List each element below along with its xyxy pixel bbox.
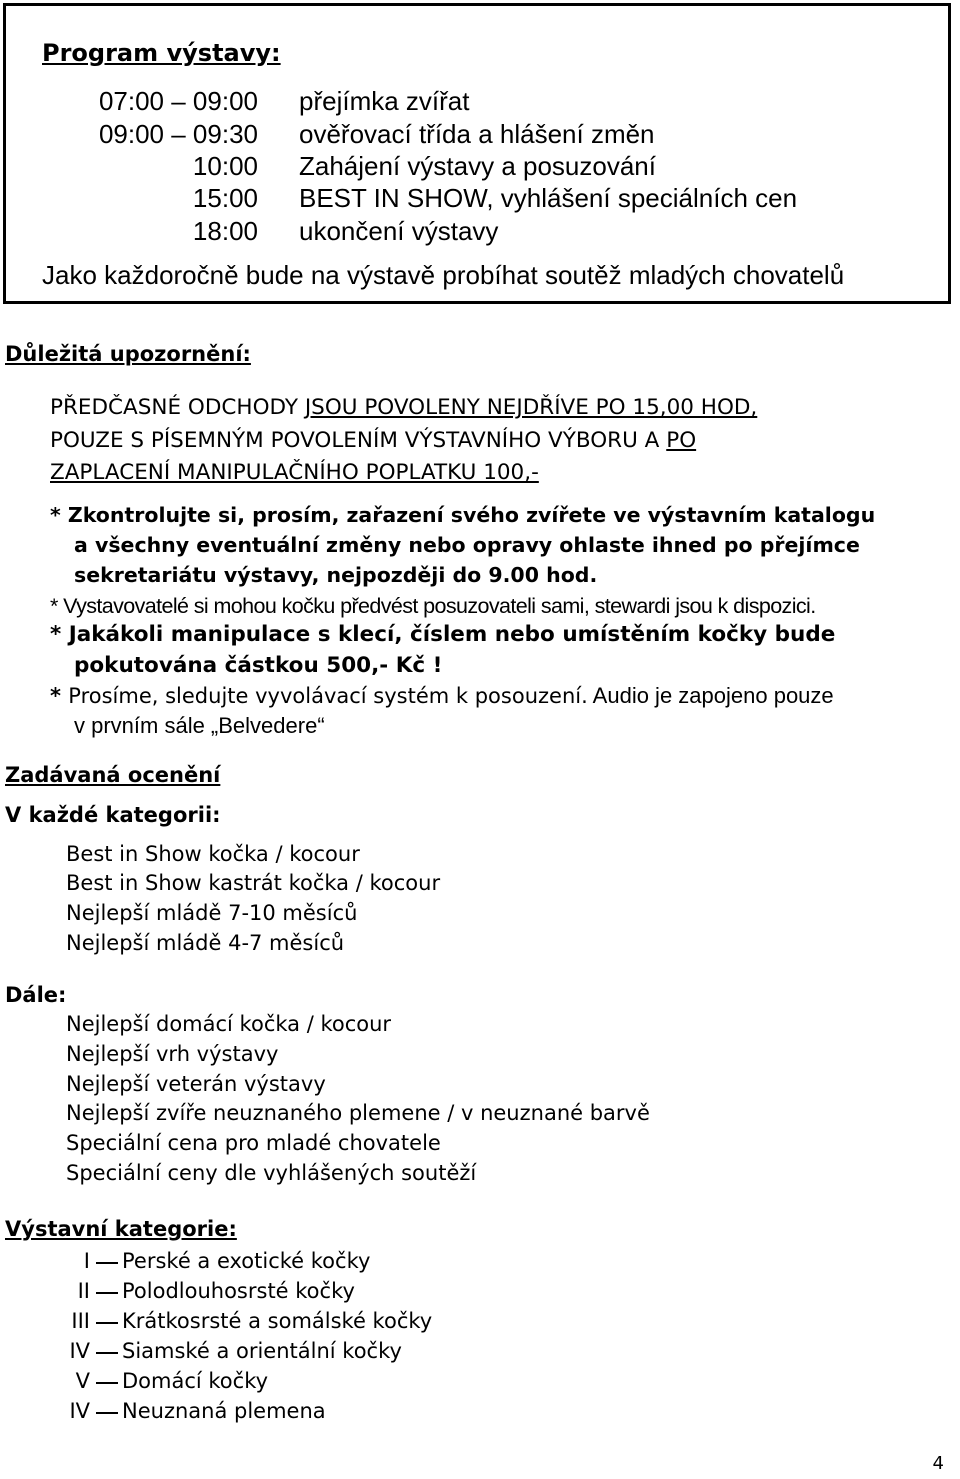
early-departure-text: PŘEDČASNÉ ODCHODY — [50, 395, 305, 420]
category-number: IV — [69, 1339, 90, 1363]
notice-penalty: * Jakákoli manipulace s klecí, číslem nebo umístěním kočky bude — [50, 622, 836, 647]
notice-exhibitors: * Vystavovatelé si mohou kočku předvést posuzovateli sami, stewardi jsou k dispozici. — [50, 594, 816, 618]
category-name: Neuznaná plemena — [122, 1399, 326, 1423]
award-item: Best in Show kastrát kočka / kocour — [66, 871, 441, 895]
program-title: Program výstavy: — [42, 39, 281, 67]
notice-catalog-check-cont: sekretariátu výstavy, nejpozději do 9.00 hod. — [74, 563, 598, 587]
category-number: IV — [69, 1399, 90, 1423]
category-number: I — [83, 1249, 90, 1273]
award-item: Speciální ceny dle vyhlášených soutěží — [66, 1161, 477, 1185]
notice-audio-text-b: Audio je zapojeno pouze — [587, 683, 834, 708]
early-departure-text: POUZE S PÍSEMNÝM POVOLENÍM VÝSTAVNÍHO VÝBORU A — [50, 428, 667, 453]
schedule-desc: BEST IN SHOW, vyhlášení speciálních cen — [299, 183, 798, 213]
notice-audio-star: * — [50, 684, 69, 708]
category-awards-heading: V každé kategorii: — [5, 803, 221, 827]
notice-penalty-cont: pokutována částkou 500,- Kč ! — [74, 653, 443, 678]
early-departure-line-2 — [50, 428, 696, 453]
category-number: V — [75, 1369, 90, 1393]
category-number: III — [71, 1309, 90, 1333]
schedule-time: 15:00 — [192, 183, 258, 213]
schedule-desc: ověřovací třída a hlášení změn — [299, 119, 655, 149]
program-note: Jako každoročně bude na výstavě probíhat soutěž mladých chovatelů — [42, 260, 845, 290]
more-awards-heading: Dále: — [5, 983, 67, 1007]
notice-catalog-check: * Zkontrolujte si, prosím, zařazení svého zvířete ve výstavním katalogu — [50, 503, 876, 527]
category-number: II — [77, 1279, 90, 1303]
category-dash — [96, 1262, 118, 1264]
schedule-desc: přejímka zvířat — [299, 86, 470, 116]
award-item: Nejlepší zvíře neuznaného plemene / v neuznané barvě — [66, 1101, 650, 1125]
category-dash — [96, 1382, 118, 1384]
category-name: Siamské a orientální kočky — [122, 1339, 402, 1363]
notice-catalog-check-cont: a všechny eventuální změny nebo opravy ohlaste ihned po přejímce — [74, 533, 860, 557]
schedule-desc: Zahájení výstavy a posuzování — [299, 151, 656, 181]
award-item: Nejlepší veterán výstavy — [66, 1072, 326, 1096]
award-item: Nejlepší mládě 4-7 měsíců — [66, 931, 345, 955]
early-departure-underlined: PO — [666, 428, 697, 453]
award-item: Speciální cena pro mladé chovatele — [66, 1131, 441, 1155]
category-name: Krátkosrsté a somálské kočky — [122, 1309, 433, 1333]
notice-audio-cont: v prvním sále „Belvedere“ — [74, 713, 325, 738]
category-dash — [96, 1322, 118, 1324]
category-name: Perské a exotické kočky — [122, 1249, 371, 1273]
notice-audio-text-a: Prosíme, sledujte vyvolávací systém k posouzení. — [68, 684, 588, 708]
award-item: Best in Show kočka / kocour — [66, 842, 360, 866]
notice-audio — [50, 683, 834, 709]
important-heading: Důležitá upozornění: — [5, 342, 251, 366]
category-dash — [96, 1352, 118, 1354]
awards-heading: Zadávaná ocenění — [5, 763, 221, 787]
schedule-time: 18:00 — [192, 216, 258, 246]
schedule-time: 10:00 — [192, 151, 258, 181]
award-item: Nejlepší vrh výstavy — [66, 1042, 279, 1066]
award-item: Nejlepší mládě 7-10 měsíců — [66, 901, 358, 925]
category-dash — [96, 1412, 118, 1414]
schedule-desc: ukončení výstavy — [299, 216, 499, 246]
program-box — [3, 3, 951, 304]
category-dash — [96, 1292, 118, 1294]
category-name: Polodlouhosrsté kočky — [122, 1279, 355, 1303]
early-departure-line-1 — [50, 395, 757, 420]
early-departure-underlined: JSOU POVOLENY NEJDŘÍVE PO 15,00 HOD, — [304, 395, 758, 420]
award-item: Nejlepší domácí kočka / kocour — [66, 1012, 392, 1036]
categories-heading: Výstavní kategorie: — [5, 1217, 237, 1241]
schedule-time: 07:00 – 09:00 — [98, 86, 258, 116]
category-name: Domácí kočky — [122, 1369, 269, 1393]
schedule-time: 09:00 – 09:30 — [98, 119, 258, 149]
early-departure-line-3: ZAPLACENÍ MANIPULAČNÍHO POPLATKU 100,- — [50, 460, 539, 485]
page-number: 4 — [932, 1453, 944, 1474]
